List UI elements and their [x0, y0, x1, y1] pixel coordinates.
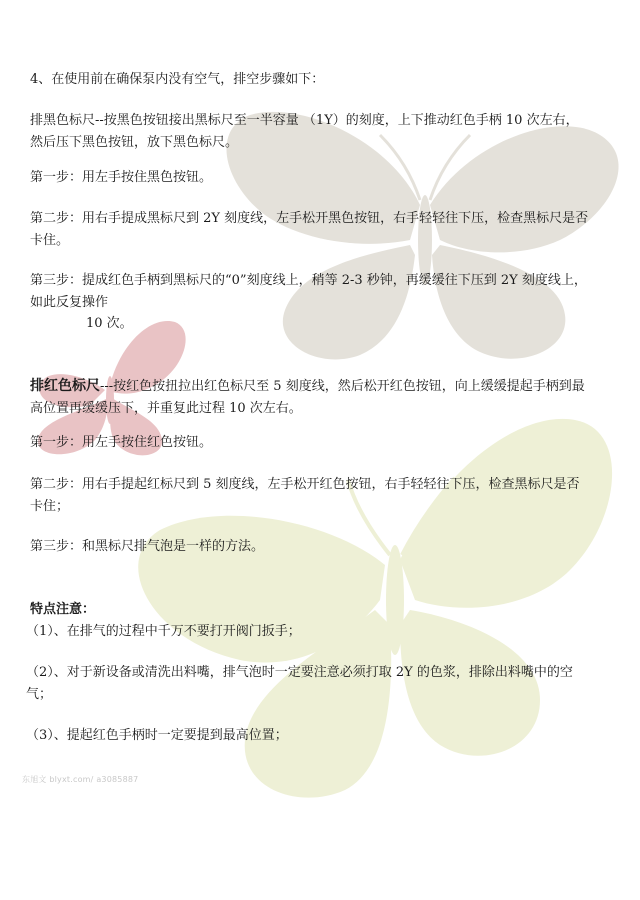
black-step-3-tail: 10 次。 [86, 316, 133, 331]
black-ruler-intro: 排黑色标尺--按黑色按钮接出黑标尺至一半容量 （1Y）的刻度，上下推动红色手柄 10 次左右，然后压下黑色按钮，放下黑色标尺。 [30, 113, 579, 150]
red-ruler-intro: ---按红色按扭拉出红色标尺至 5 刻度线，然后松开红色按钮，向上缓缓提起手柄到最高位置再缓缓压下，并重复此过程 10 次左右。 [30, 379, 585, 416]
black-step-3: 第三步：提成红色手柄到黑标尺的“0”刻度线上，稍等 2-3 秒钟，再缓缓往下压到 2Y 刻度线上，如此反复操作 [30, 273, 587, 310]
red-step-3: 第三步：和黑标尺排气泡是一样的方法。 [30, 539, 265, 554]
black-step-1: 第一步：用左手按住黑色按钮。 [30, 170, 213, 185]
black-step-2: 第二步：用右手提成黑标尺到 2Y 刻度线，左手松开黑色按钮，右手轻轻往下压，检查黑标尺是否卡住。 [30, 211, 589, 248]
section-heading: 4、在使用前在确保泵内没有空气，排空步骤如下： [30, 72, 325, 87]
note-1: （1）、在排气的过程中千万不要打开阀门扳手； [26, 624, 301, 639]
red-ruler-intro-paragraph [30, 375, 590, 420]
notes-title: 特点注意： [30, 602, 96, 617]
red-step-1: 第一步：用左手按住红色按钮。 [30, 435, 213, 450]
note-3: （3）、提起红色手柄时一定要提到最高位置； [26, 728, 288, 743]
watermark-text: 东旭文 blyxt.com/ a3085887 [22, 775, 139, 784]
red-step-2: 第二步：用右手提起红标尺到 5 刻度线，左手松开红色按钮，右手轻轻往下压，检查黑标尺是否卡住； [30, 477, 580, 514]
red-ruler-title: 排红色标尺 [30, 378, 100, 394]
note-2: （2）、对于新设备或清洗出料嘴，排气泡时一定要注意必须打取 2Y 的色浆，排除出料嘴中的空气； [26, 665, 573, 702]
